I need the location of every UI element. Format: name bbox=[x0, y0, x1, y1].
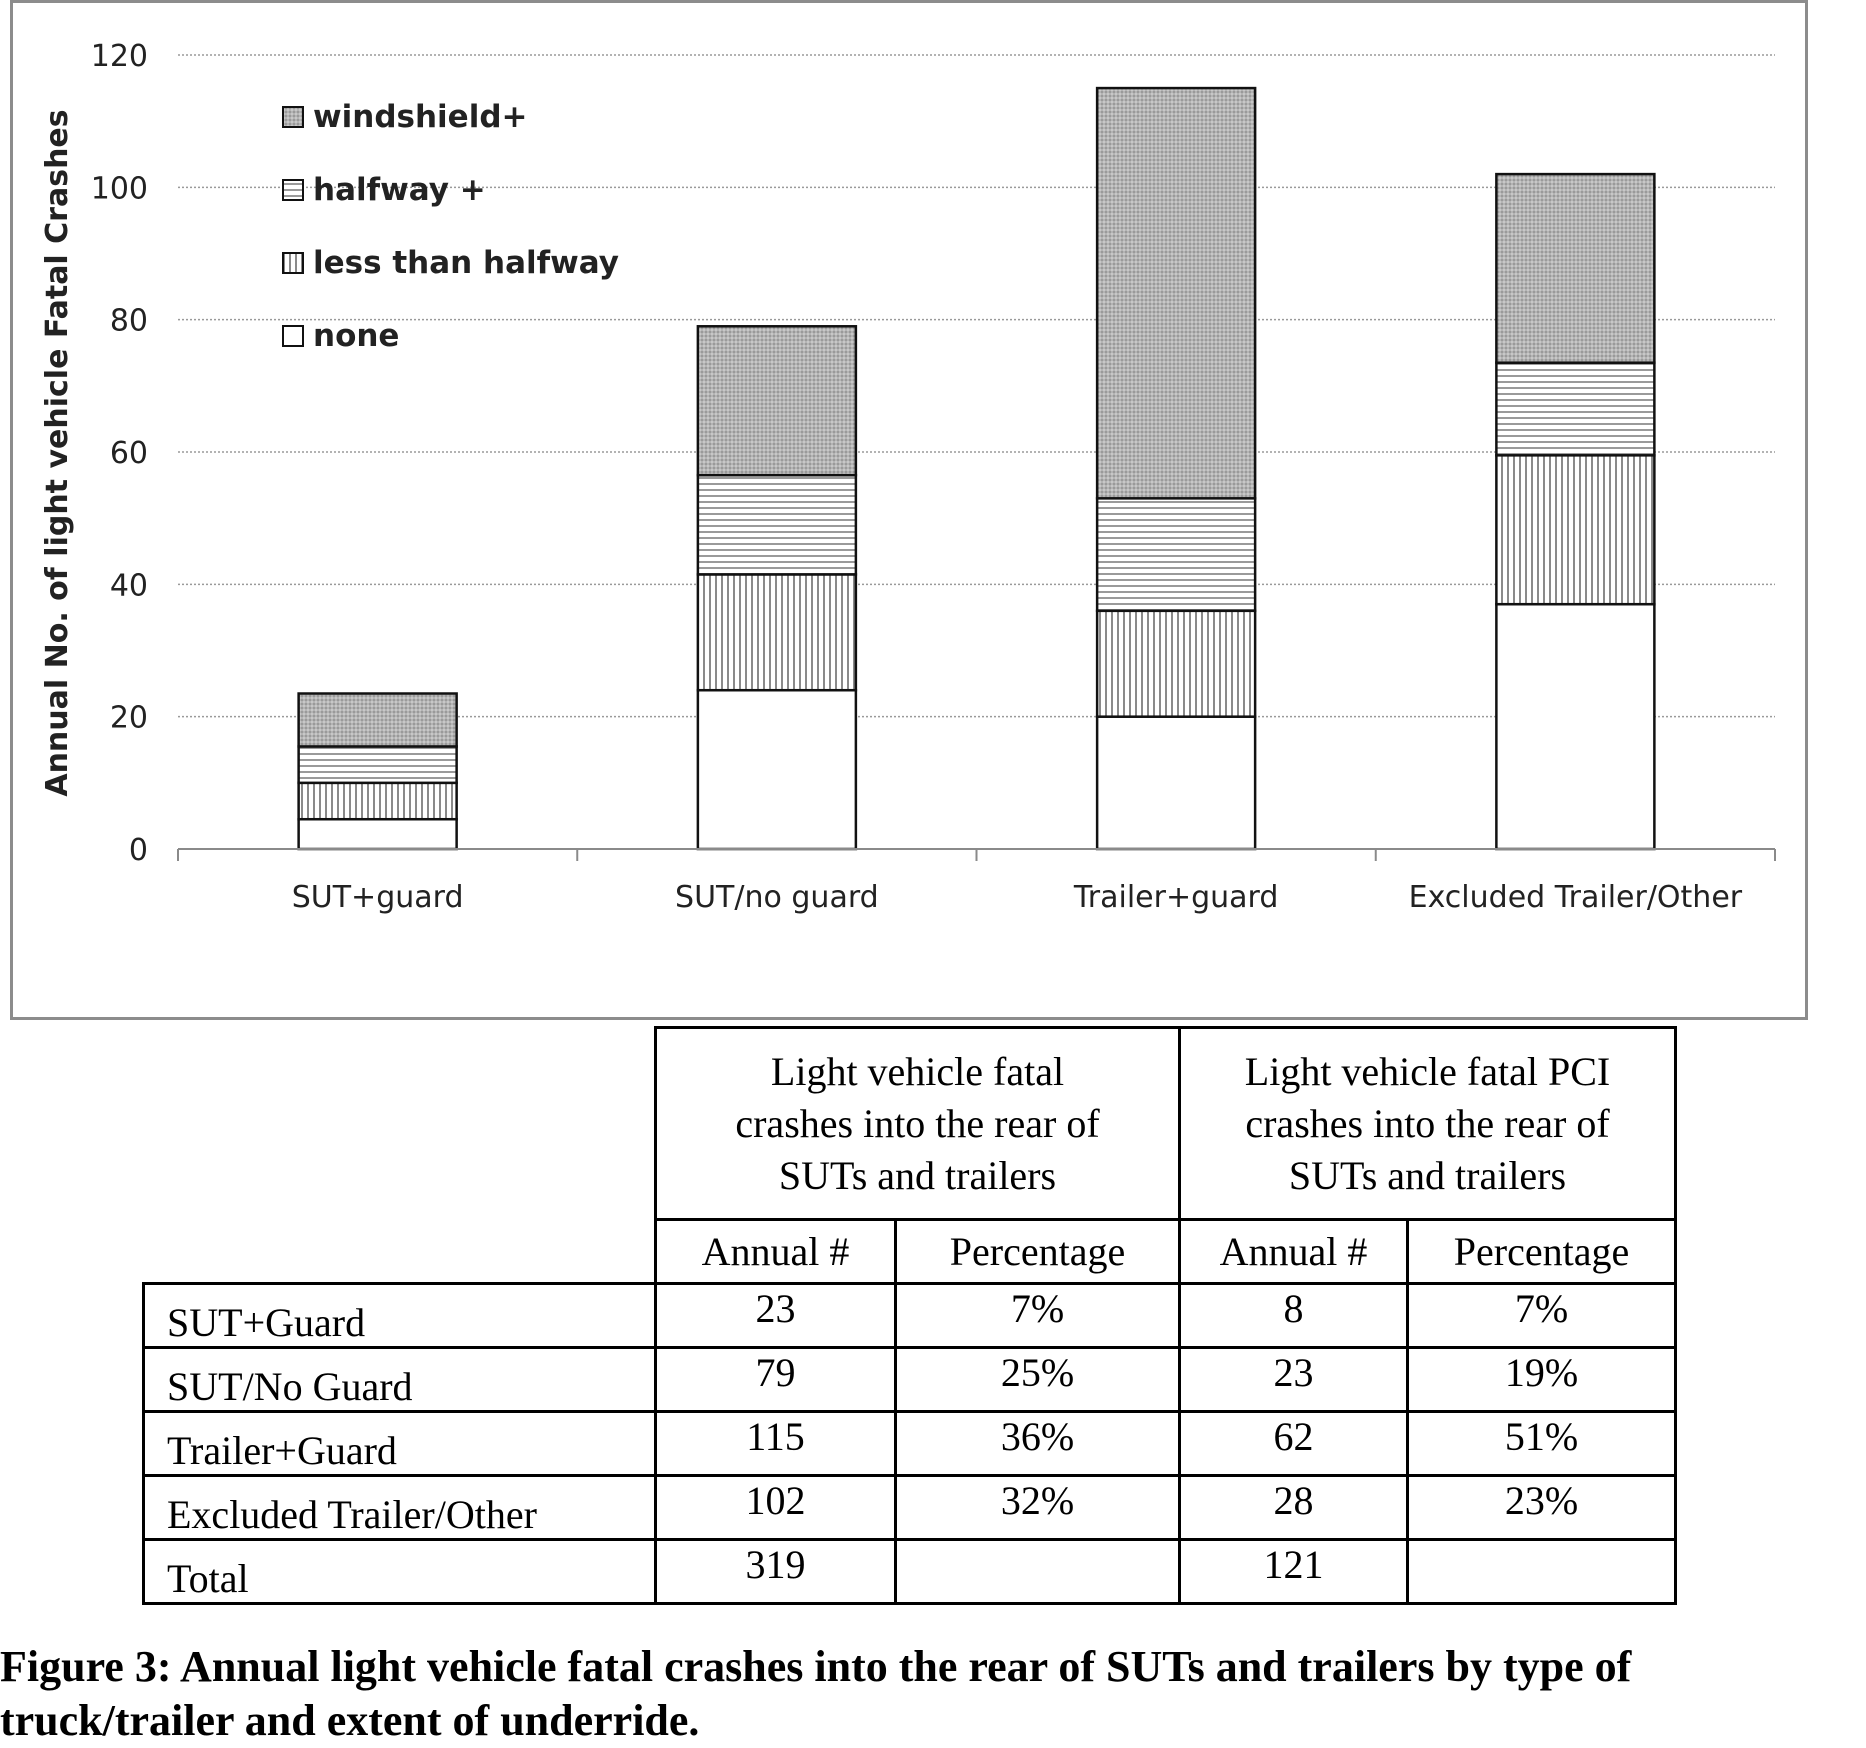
bar-segment bbox=[1097, 498, 1255, 610]
sub-header-annual: Annual # bbox=[1180, 1220, 1408, 1284]
sub-header-percentage: Percentage bbox=[1408, 1220, 1676, 1284]
table-cell: 121 bbox=[1180, 1540, 1408, 1604]
bar-segment bbox=[299, 819, 457, 849]
table-row bbox=[144, 1284, 1676, 1348]
bar-segment bbox=[698, 326, 856, 475]
legend bbox=[283, 99, 619, 354]
bar-segment bbox=[1496, 363, 1654, 456]
y-tick-label: 80 bbox=[109, 303, 148, 339]
x-axis bbox=[178, 849, 1775, 915]
bar-segment bbox=[698, 574, 856, 690]
chart-frame bbox=[10, 0, 1808, 1020]
stacked-bar-chart bbox=[13, 3, 1805, 1017]
legend-label: none bbox=[313, 318, 400, 354]
legend-swatch bbox=[283, 107, 303, 127]
group-header-line: SUTs and trailers bbox=[1288, 1152, 1567, 1198]
caption-line: truck/trailer and extent of underride. bbox=[0, 1696, 700, 1745]
table-cell: 319 bbox=[656, 1540, 896, 1604]
legend-swatch bbox=[283, 180, 303, 200]
y-tick-label: 20 bbox=[109, 700, 148, 736]
legend-swatch bbox=[283, 253, 303, 273]
caption-line: Figure 3: Annual light vehicle fatal crashes into the rear of SUTs and trailers by type of bbox=[0, 1642, 1632, 1691]
bar-segment bbox=[698, 690, 856, 849]
table-row-total bbox=[144, 1540, 1676, 1604]
x-tick-label: Excluded Trailer/Other bbox=[1408, 880, 1743, 915]
table-group-header-row bbox=[144, 1028, 1676, 1220]
table-cell: 7% bbox=[896, 1284, 1180, 1348]
table-cell: 23 bbox=[1180, 1348, 1408, 1412]
row-label: SUT+Guard bbox=[144, 1284, 656, 1348]
y-axis-ticks bbox=[91, 39, 148, 868]
table-sub-header-row bbox=[144, 1220, 1676, 1284]
table-cell: 102 bbox=[656, 1476, 896, 1540]
bar-segment bbox=[698, 475, 856, 574]
table-cell: 36% bbox=[896, 1412, 1180, 1476]
row-label: Trailer+Guard bbox=[144, 1412, 656, 1476]
table-cell: 115 bbox=[656, 1412, 896, 1476]
table-cell: 32% bbox=[896, 1476, 1180, 1540]
row-label: Total bbox=[144, 1540, 656, 1604]
bar-segment bbox=[1097, 88, 1255, 498]
bar-segment bbox=[1496, 455, 1654, 604]
row-label: SUT/No Guard bbox=[144, 1348, 656, 1412]
table-cell: 25% bbox=[896, 1348, 1180, 1412]
group-header-line: SUTs and trailers bbox=[778, 1152, 1057, 1198]
bar-segment bbox=[299, 746, 457, 782]
legend-swatch bbox=[283, 326, 303, 346]
y-axis-label: Annual No. of light vehicle Fatal Crashes bbox=[40, 109, 75, 797]
sub-header-percentage: Percentage bbox=[896, 1220, 1180, 1284]
table-cell: 28 bbox=[1180, 1476, 1408, 1540]
bar-segment bbox=[1496, 174, 1654, 363]
y-tick-label: 60 bbox=[109, 436, 148, 471]
bars bbox=[299, 88, 1655, 849]
y-tick-label: 40 bbox=[109, 568, 148, 604]
legend-label: halfway + bbox=[313, 172, 486, 208]
figure-caption bbox=[0, 1640, 1866, 1748]
table-cell: 79 bbox=[656, 1348, 896, 1412]
bar-segment bbox=[299, 783, 457, 819]
legend-label: windshield+ bbox=[313, 99, 528, 135]
group-header-line: Light vehicle fatal bbox=[770, 1048, 1065, 1094]
row-label: Excluded Trailer/Other bbox=[144, 1476, 656, 1540]
table-cell: 8 bbox=[1180, 1284, 1408, 1348]
group-header-line: Light vehicle fatal PCI bbox=[1244, 1048, 1611, 1094]
legend-label: less than halfway bbox=[313, 245, 619, 281]
sub-header-annual: Annual # bbox=[656, 1220, 896, 1284]
y-tick-label: 120 bbox=[90, 39, 148, 74]
bar-segment bbox=[1097, 611, 1255, 717]
data-table bbox=[142, 1026, 1677, 1605]
bar-segment bbox=[299, 694, 457, 747]
bar-segment bbox=[1496, 604, 1654, 849]
table-cell: 23 bbox=[656, 1284, 896, 1348]
x-tick-label: Trailer+guard bbox=[1073, 880, 1279, 915]
table-cell: 7% bbox=[1408, 1284, 1676, 1348]
table-row bbox=[144, 1476, 1676, 1540]
table-row bbox=[144, 1412, 1676, 1476]
y-tick-label: 0 bbox=[128, 833, 148, 868]
y-tick-label: 100 bbox=[90, 171, 148, 207]
table-cell bbox=[896, 1540, 1180, 1604]
table-cell: 19% bbox=[1408, 1348, 1676, 1412]
group-header-pci-crashes bbox=[1180, 1028, 1676, 1220]
table-cell: 23% bbox=[1408, 1476, 1676, 1540]
table-row bbox=[144, 1348, 1676, 1412]
table-cell bbox=[1408, 1540, 1676, 1604]
table-corner bbox=[144, 1028, 656, 1220]
table-cell: 51% bbox=[1408, 1412, 1676, 1476]
group-header-line: crashes into the rear of bbox=[1245, 1100, 1610, 1146]
x-tick-label: SUT/no guard bbox=[675, 880, 879, 915]
bar-segment bbox=[1097, 717, 1255, 849]
table-cell: 62 bbox=[1180, 1412, 1408, 1476]
group-header-all-crashes bbox=[656, 1028, 1180, 1220]
group-header-line: crashes into the rear of bbox=[735, 1100, 1100, 1146]
x-tick-label: SUT+guard bbox=[291, 880, 464, 915]
table-corner bbox=[144, 1220, 656, 1284]
